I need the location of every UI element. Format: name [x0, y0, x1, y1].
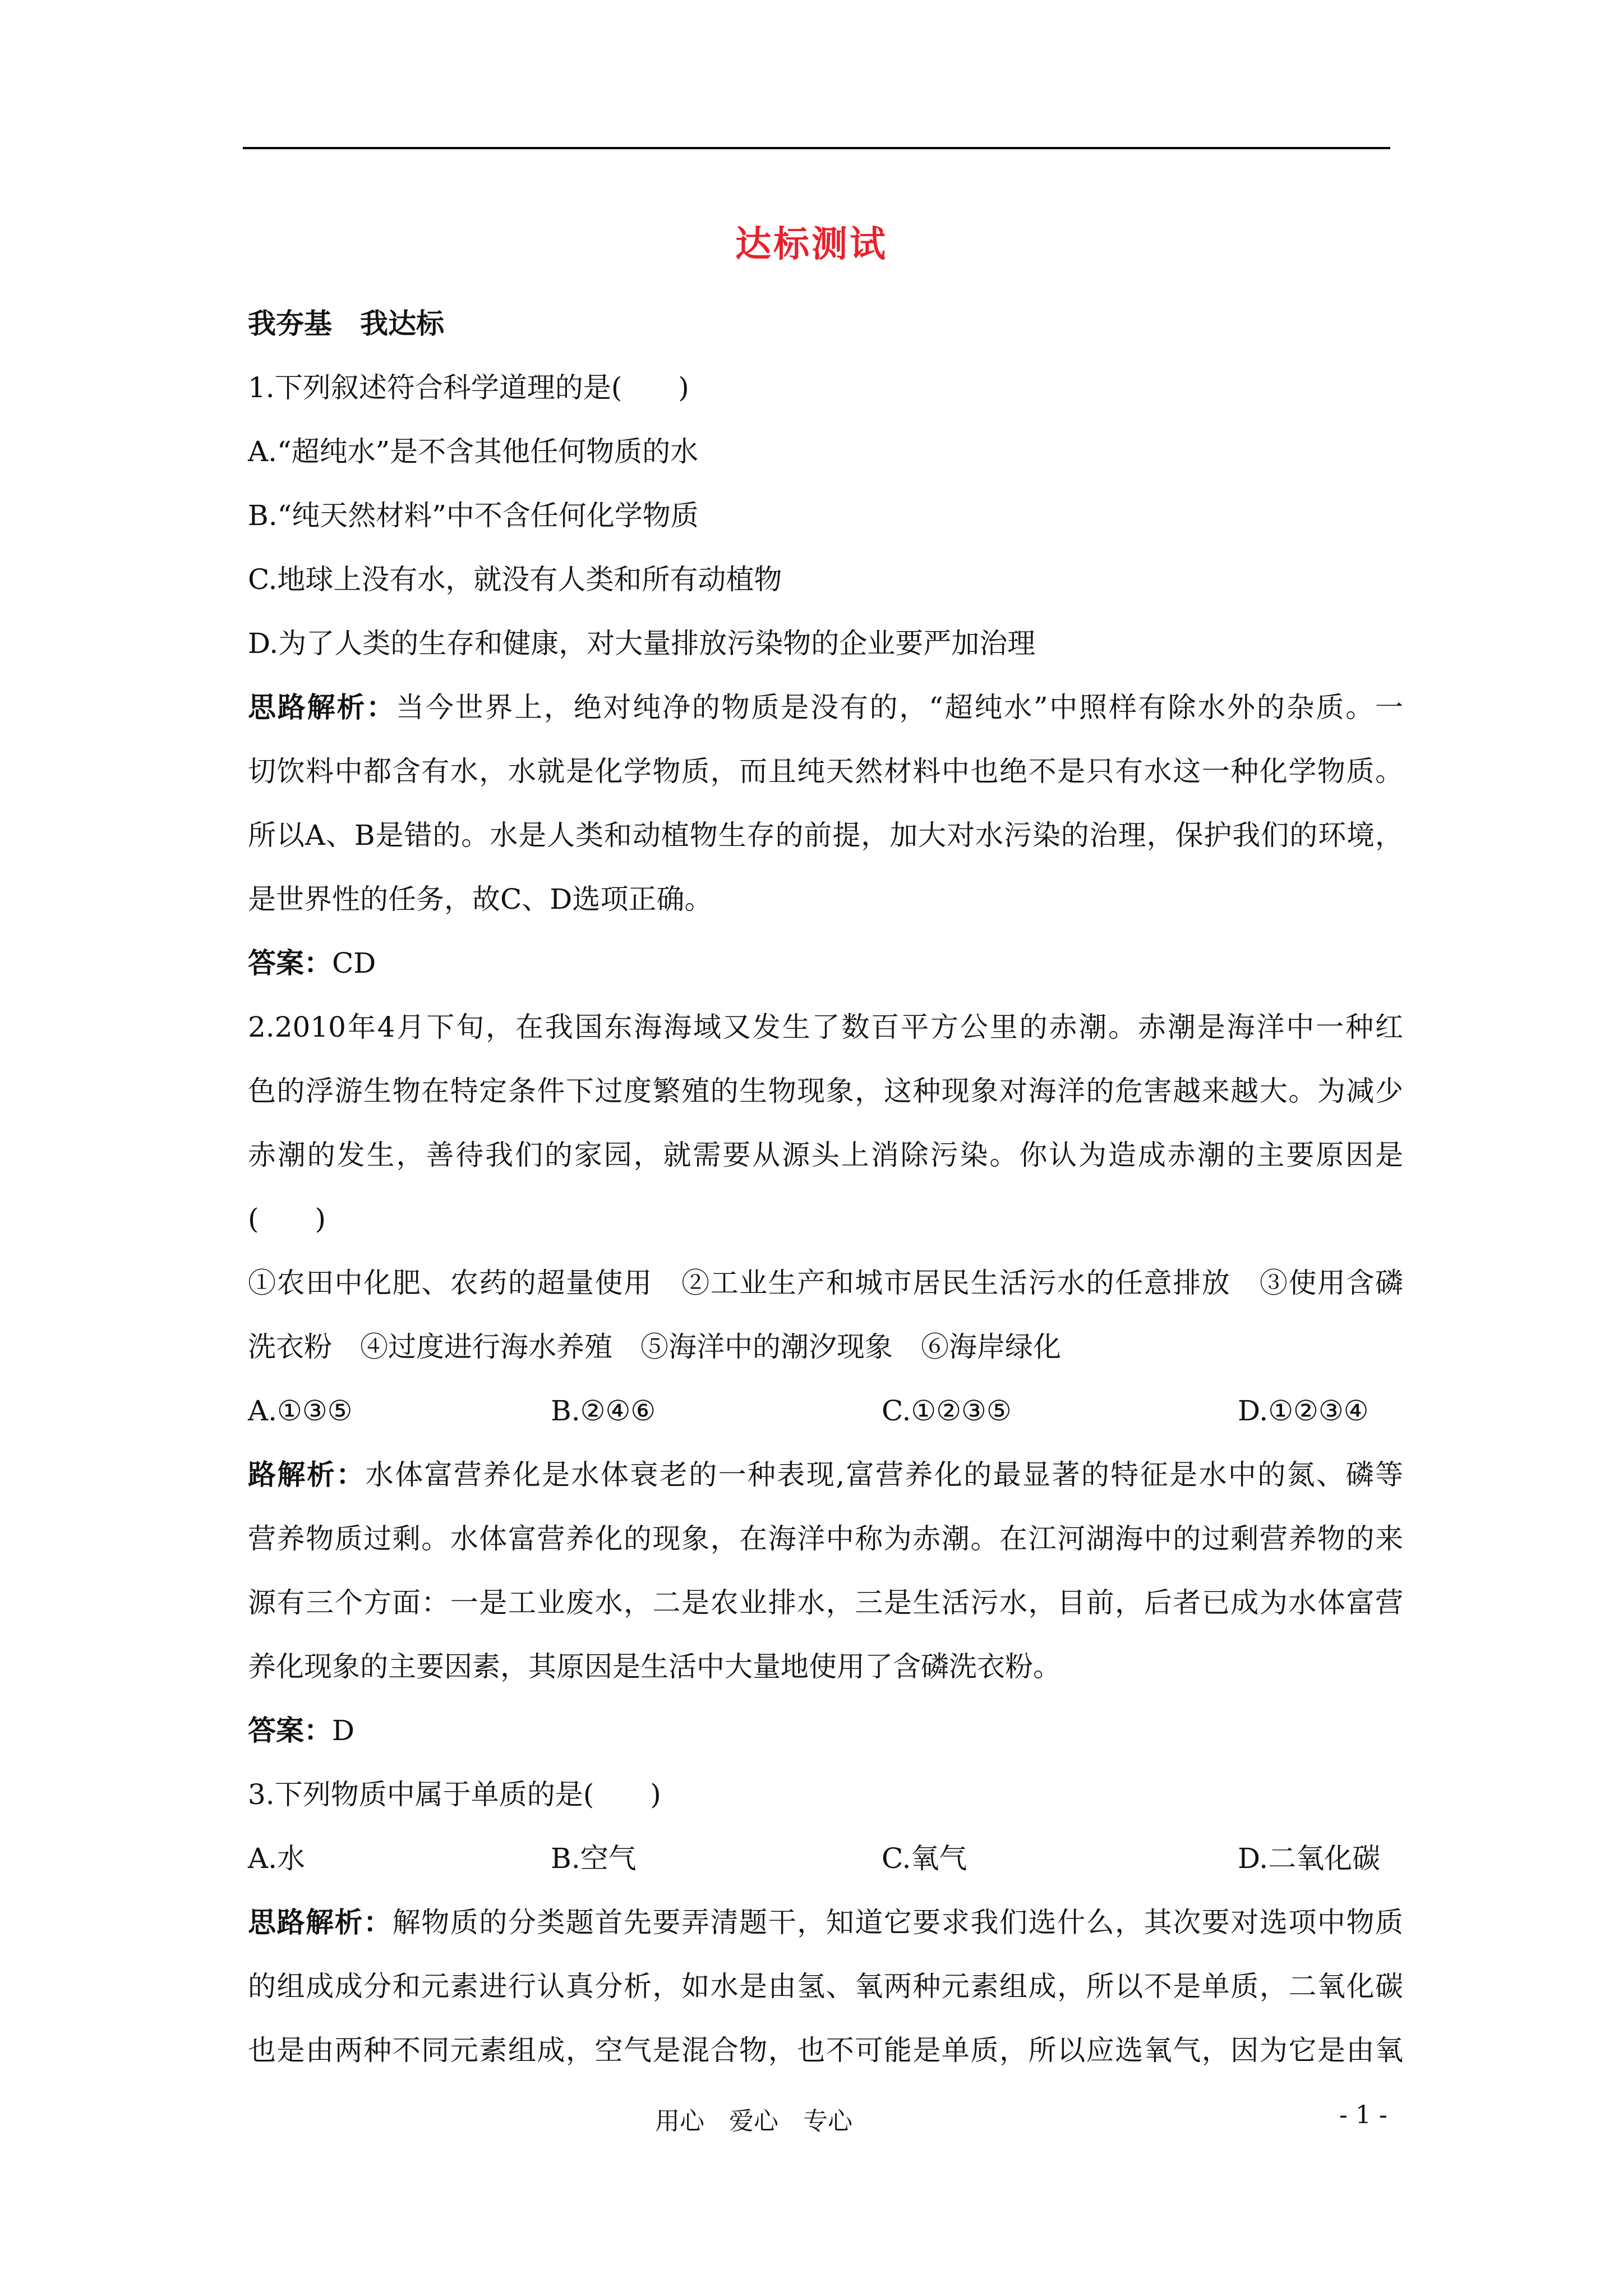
- q3-analysis-line-1: 思路解析：解物质的分类题首先要弄清题干，知道它要求我们选什么，其次要对选项中物质: [248, 1906, 1403, 1939]
- q1-stem: 1.下列叙述符合科学道理的是( ): [248, 371, 689, 404]
- q2-analysis-line-3: 源有三个方面：一是工业废水，二是农业排水，三是生活污水，目前，后者已成为水体富营: [248, 1586, 1403, 1619]
- q2-answer-value: D: [332, 1714, 355, 1747]
- q2-stem-line-1: 2.2010年4月下旬，在我国东海海域又发生了数百平方公里的赤潮。赤潮是海洋中一种红: [248, 1011, 1403, 1043]
- q3-option-c: C.氧气: [882, 1842, 967, 1875]
- q1-analysis-line-3: 所以A、B是错的。水是人类和动植物生存的前提，加大对水污染的治理，保护我们的环境，: [248, 819, 1403, 852]
- q2-stem-line-3: 赤潮的发生，善待我们的家园，就需要从源头上消除污染。你认为造成赤潮的主要原因是: [248, 1139, 1403, 1171]
- q2-items-line-2: 洗衣粉 ④过度进行海水养殖 ⑤海洋中的潮汐现象 ⑥海岸绿化: [248, 1331, 1061, 1363]
- q3-option-b: B.空气: [551, 1842, 637, 1875]
- page-number: - 1 -: [1339, 2101, 1387, 2129]
- q2-items-line-1: ①农田中化肥、农药的超量使用 ②工业生产和城市居民生活污水的任意排放 ③使用含磷: [248, 1267, 1403, 1299]
- q3-analysis-line-2: 的组成成分和元素进行认真分析，如水是由氢、氧两种元素组成，所以不是单质，二氧化碳: [248, 1970, 1403, 2003]
- q1-analysis-line-2: 切饮料中都含有水，水就是化学物质，而且纯天然材料中也绝不是只有水这一种化学物质。: [248, 755, 1403, 788]
- q2-option-a: A.①③⑤: [248, 1395, 353, 1427]
- q2-option-b: B.②④⑥: [551, 1395, 656, 1427]
- q2-option-d: D.①②③④: [1238, 1395, 1369, 1427]
- q3-option-a: A.水: [248, 1842, 306, 1875]
- page-title: 达标测试: [735, 223, 888, 265]
- q2-analysis-line-1: 路解析：水体富营养化是水体衰老的一种表现,富营养化的最显著的特征是水中的氮、磷等: [248, 1458, 1403, 1491]
- q1-option-a: A.“超纯水”是不含其他任何物质的水: [248, 435, 699, 468]
- footer-motto: 用心 爱心 专心: [655, 2107, 852, 2136]
- section-heading: 我夯基 我达标: [248, 307, 444, 340]
- q2-answer-label: 答案：: [248, 1714, 332, 1747]
- q1-analysis-line-1: 思路解析：当今世界上，绝对纯净的物质是没有的，“超纯水”中照样有除水外的杂质。一: [248, 691, 1403, 724]
- q1-analysis-label: 思路解析：: [248, 691, 396, 724]
- q1-option-b: B.“纯天然材料”中不含任何化学物质: [248, 499, 699, 532]
- q3-options: [248, 1826, 1403, 1890]
- q1-analysis-line-4: 是世界性的任务，故C、D选项正确。: [248, 883, 713, 915]
- q2-analysis-line-2: 营养物质过剩。水体富营养化的现象，在海洋中称为赤潮。在江河湖海中的过剩营养物的来: [248, 1522, 1403, 1555]
- q2-options: [248, 1379, 1403, 1443]
- q1-answer: [248, 931, 1403, 995]
- q2-answer: [248, 1699, 1403, 1763]
- q2-analysis-line-4: 养化现象的主要因素，其原因是生活中大量地使用了含磷洗衣粉。: [248, 1650, 1061, 1683]
- document-body: [248, 292, 1403, 2082]
- q2-stem-line-2: 色的浮游生物在特定条件下过度繁殖的生物现象，这种现象对海洋的危害越来越大。为减少: [248, 1075, 1403, 1107]
- q1-answer-label: 答案：: [248, 946, 332, 979]
- q3-stem: 3.下列物质中属于单质的是( ): [248, 1778, 661, 1811]
- q3-option-d: D.二氧化碳: [1238, 1842, 1381, 1875]
- q1-option-d: D.为了人类的生存和健康，对大量排放污染物的企业要严加治理: [248, 627, 1036, 660]
- q1-answer-value: CD: [332, 947, 376, 979]
- q2-analysis-label: 路解析：: [248, 1458, 366, 1491]
- header-rule: [243, 147, 1390, 149]
- q1-option-c: C.地球上没有水，就没有人类和所有动植物: [248, 563, 782, 596]
- q3-analysis-label: 思路解析：: [248, 1906, 393, 1939]
- q3-analysis-line-3: 也是由两种不同元素组成，空气是混合物，也不可能是单质，所以应选氧气，因为它是由氧: [248, 2034, 1403, 2067]
- q2-stem-line-4: ( ): [248, 1203, 326, 1235]
- q2-option-c: C.①②③⑤: [882, 1395, 1012, 1427]
